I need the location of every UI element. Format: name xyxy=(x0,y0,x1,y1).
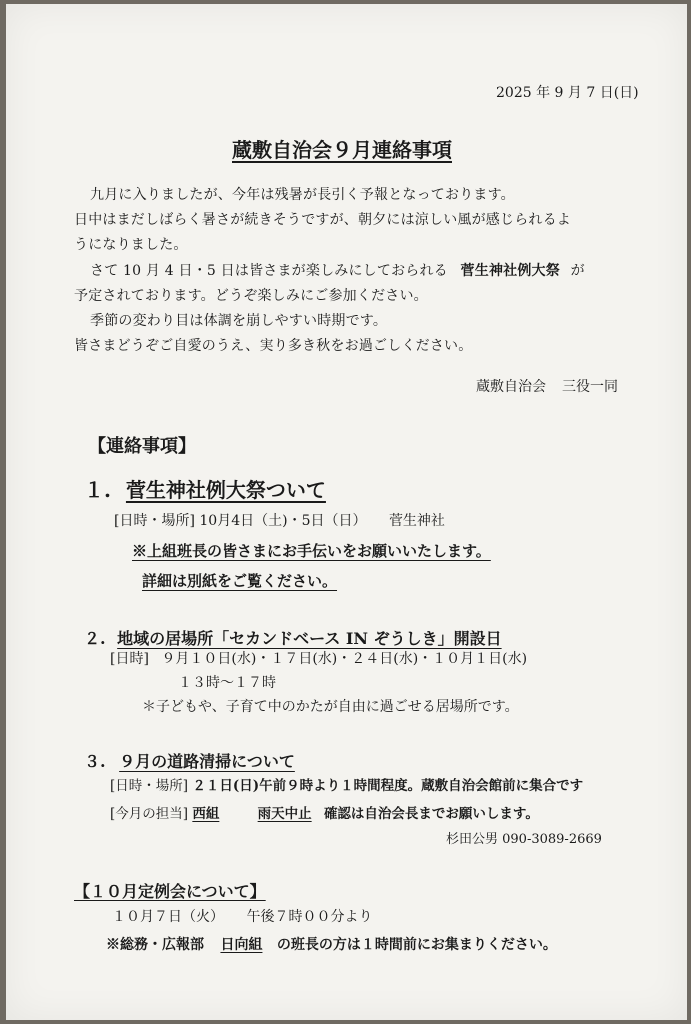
intro-line-7: 皆さまどうぞご自愛のうえ、実り多き秋をお過ごしください。 xyxy=(74,338,473,354)
item4-note-row xyxy=(106,934,557,954)
item4-title: 【１０月定例会について】 xyxy=(74,882,266,901)
document-date: 2025 年 9 月 7 日(日) xyxy=(496,85,639,101)
intro-line-2: 日中はまだしばらく暑さが続きそうですが、朝夕には涼しい風が感じられるよ xyxy=(74,212,571,228)
item1-title: 菅生神社例大祭ついて xyxy=(125,478,326,502)
item4-time: 午後７時００分より xyxy=(246,909,373,925)
intro-line-6: 季節の変わり目は体調を崩しやすい時期です。 xyxy=(90,313,388,329)
intro-line-1: 九月に入りましたが、今年は残暑が長引く予報となっております。 xyxy=(90,187,515,203)
item4-note-group: 日向組 xyxy=(220,937,263,953)
festival-name: 菅生神社例大祭 xyxy=(460,263,560,279)
item1-place: 菅生神社 xyxy=(388,513,445,529)
item3-label-2: [今月の担当] xyxy=(110,806,189,822)
item3-detail-row xyxy=(110,774,583,794)
item2-heading xyxy=(84,626,502,649)
item2-note: ＊子どもや、子育て中のかたが自由に過ごせる居場所です。 xyxy=(142,699,519,715)
item4-date: １０月７日（火） xyxy=(112,909,224,925)
item1-label: [日時・場所] xyxy=(114,513,195,529)
signature-role: 三役一同 xyxy=(562,379,618,395)
item3-title: ９月の道路清掃について xyxy=(119,752,295,771)
signature xyxy=(476,376,618,396)
item3-detail: ２１日(日)午前９時より１時間程度。蔵敷自治会館前に集合です xyxy=(192,778,584,794)
section-heading: 【連絡事項】 xyxy=(88,436,196,457)
item4-note-prefix: ※総務・広報部 xyxy=(106,937,204,953)
intro-line-5: 予定されております。どうぞ楽しみにご参加ください。 xyxy=(74,288,428,304)
item1-note-1: ※上組班長の皆さまにお手伝いをお願いいたします。 xyxy=(132,542,491,560)
item3-heading xyxy=(84,749,295,772)
item2-dates: ９月１０日(水)・１７日(水)・２４日(水)・１０月１日(水) xyxy=(161,651,528,667)
item3-group: 西組 xyxy=(192,806,220,822)
item3-confirm: 確認は自治会長までお願いします。 xyxy=(323,806,539,822)
item1-number: １. xyxy=(84,478,111,502)
item3-assign-row xyxy=(110,802,539,822)
item1-date: 10月4日（土)・5日（日） xyxy=(199,513,367,529)
item3-rain: 雨天中止 xyxy=(257,806,312,822)
item1-note-2: 詳細は別紙をご覧ください。 xyxy=(142,572,338,590)
item3-label-1: [日時・場所] xyxy=(110,778,189,794)
item2-label: [日時] xyxy=(110,651,149,667)
item4-note-suffix: の班長の方は１時間前にお集まりください。 xyxy=(276,937,557,953)
item1-schedule xyxy=(114,510,445,530)
signature-org: 蔵敷自治会 xyxy=(476,379,546,395)
item2-title: 地域の居場所「セカンドベース IN ぞうしき」開設日 xyxy=(117,629,502,648)
document-page xyxy=(6,4,687,1020)
item1-heading xyxy=(84,474,326,503)
item4-date-row xyxy=(112,906,372,926)
intro-line-4-text: さて 10 月 4 日・5 日は皆さまが楽しみにしておられる xyxy=(90,263,448,279)
item2-dates-row xyxy=(110,648,527,668)
item3-number: ３. xyxy=(84,752,106,771)
item2-number: ２. xyxy=(84,629,106,648)
intro-line-4 xyxy=(90,260,585,280)
document-title: 蔵敷自治会９月連絡事項 xyxy=(232,138,452,162)
item2-time: １３時～１７時 xyxy=(178,675,276,691)
intro-line-4-suffix: が xyxy=(570,263,585,279)
item3-contact: 杉田公男 090-3089-2669 xyxy=(446,832,602,847)
intro-line-3: うになりました。 xyxy=(74,237,188,253)
